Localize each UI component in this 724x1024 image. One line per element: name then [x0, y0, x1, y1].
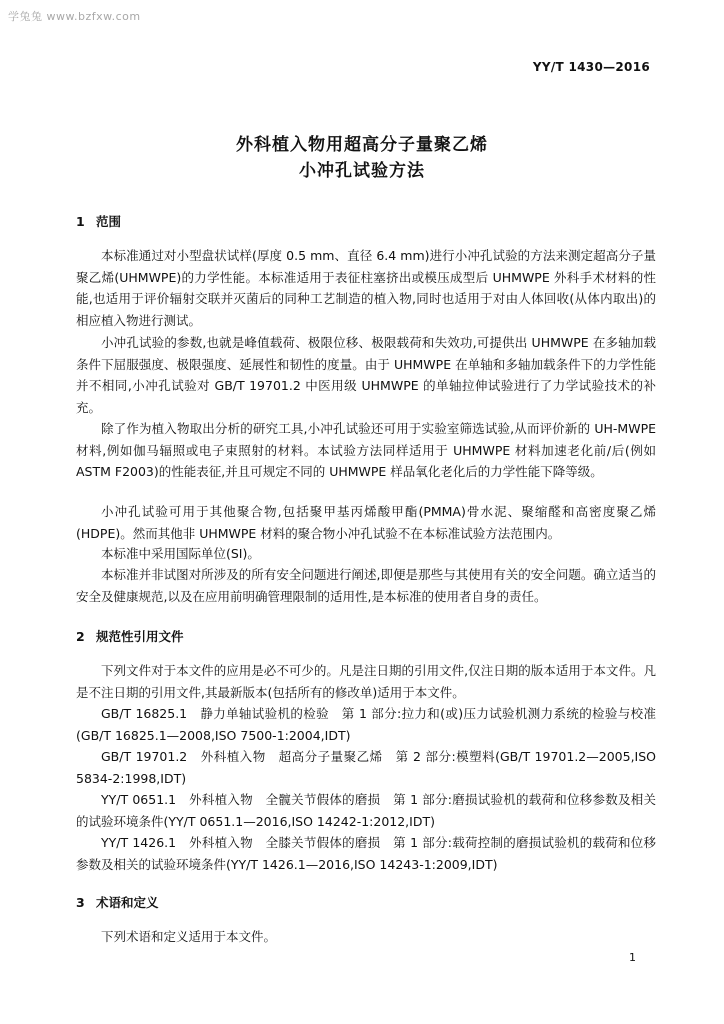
paragraph-terms-intro: 下列术语和定义适用于本文件。	[101, 929, 277, 944]
section-2-heading	[76, 627, 184, 645]
section-1-title: 范围	[96, 214, 122, 229]
title-line-2: 小冲孔试验方法	[299, 161, 425, 181]
reference-yyt-0651-1: YY/T 0651.1 外科植入物 全髋关节假体的磨损 第 1 部分:磨损试验机的载荷和位移参数及相关的试验环境条件(YY/T 0651.1—2016,ISO 14242-1:2012,IDT)	[76, 792, 656, 829]
paragraph-scope-4: 小冲孔试验可用于其他聚合物,包括聚甲基丙烯酸甲酯(PMMA)骨水泥、聚缩醛和高密度聚乙烯(HDPE)。然而其他非 UHMWPE 材料的聚合物小冲孔试验不在本标准试验方法范围内。	[76, 504, 656, 541]
page-number: 1	[629, 951, 636, 964]
section-2-title: 规范性引用文件	[96, 629, 184, 644]
section-3-heading	[76, 893, 159, 911]
section-3-number: 3	[76, 895, 85, 910]
section-1-number: 1	[76, 214, 85, 229]
paragraph-scope-1: 本标准通过对小型盘状试样(厚度 0.5 mm、直径 6.4 mm)进行小冲孔试验的方法来测定超高分子量聚乙烯(UHMWPE)的力学性能。本标准适用于表征柱塞挤出或模压成型后 UHMWPE 外科手术材料的性能,也适用于评价辐射交联并灭菌后的同种工艺制造的植入物,同时也适用于对由人体回收(从体内取出)的相应植入物进行测试。	[76, 248, 656, 328]
section-1-heading	[76, 212, 121, 230]
reference-gbt-19701-2: GB/T 19701.2 外科植入物 超高分子量聚乙烯 第 2 部分:模塑料(GB/T 19701.2—2005,ISO 5834-2:1998,IDT)	[76, 749, 656, 786]
document-number: YY/T 1430—2016	[532, 60, 650, 74]
watermark: 学兔兔 www.bzfxw.com	[8, 10, 141, 23]
paragraph-scope-6: 本标准并非试图对所涉及的所有安全问题进行阐述,即便是那些与其使用有关的安全问题。确立适当的安全及健康规范,以及在应用前明确管理限制的适用性,是本标准的使用者自身的责任。	[76, 567, 656, 604]
section-3-title: 术语和定义	[96, 895, 159, 910]
reference-gbt-16825-1: GB/T 16825.1 静力单轴试验机的检验 第 1 部分:拉力和(或)压力试验机测力系统的检验与校准(GB/T 16825.1—2008,ISO 7500-1:2004,IDT)	[76, 706, 656, 743]
paragraph-scope-5: 本标准中采用国际单位(SI)。	[101, 546, 260, 561]
paragraph-scope-2: 小冲孔试验的参数,也就是峰值载荷、极限位移、极限载荷和失效功,可提供出 UHMWPE 在多轴加载条件下屈服强度、极限强度、延展性和韧性的度量。由于 UHMWPE 在单轴和多轴加载条件下的力学性能并不相同,小冲孔试验对 GB/T 19701.2 中医用级 UHMWPE 的单轴拉伸试验进行了力学试验技术的补充。	[76, 335, 656, 415]
paragraph-scope-3: 除了作为植入物取出分析的研究工具,小冲孔试验还可用于实验室筛选试验,从而评价新的 UH-MWPE 材料,例如伽马辐照或电子束照射的材料。本试验方法同样适用于 UHMWPE 材料加速老化前/后(例如 ASTM F2003)的性能表征,并且可规定不同的 UHMWPE 样品氧化老化后的力学性能下降等级。	[76, 421, 656, 479]
paragraph-normative-intro: 下列文件对于本文件的应用是必不可少的。凡是注日期的引用文件,仅注日期的版本适用于本文件。凡是不注日期的引用文件,其最新版本(包括所有的修改单)适用于本文件。	[76, 663, 656, 700]
section-2-number: 2	[76, 629, 85, 644]
title-line-1: 外科植入物用超高分子量聚乙烯	[236, 135, 488, 155]
reference-yyt-1426-1: YY/T 1426.1 外科植入物 全膝关节假体的磨损 第 1 部分:载荷控制的磨损试验机的载荷和位移参数及相关的试验环境条件(YY/T 1426.1—2016,ISO 14243-1:2009,IDT)	[76, 835, 656, 872]
